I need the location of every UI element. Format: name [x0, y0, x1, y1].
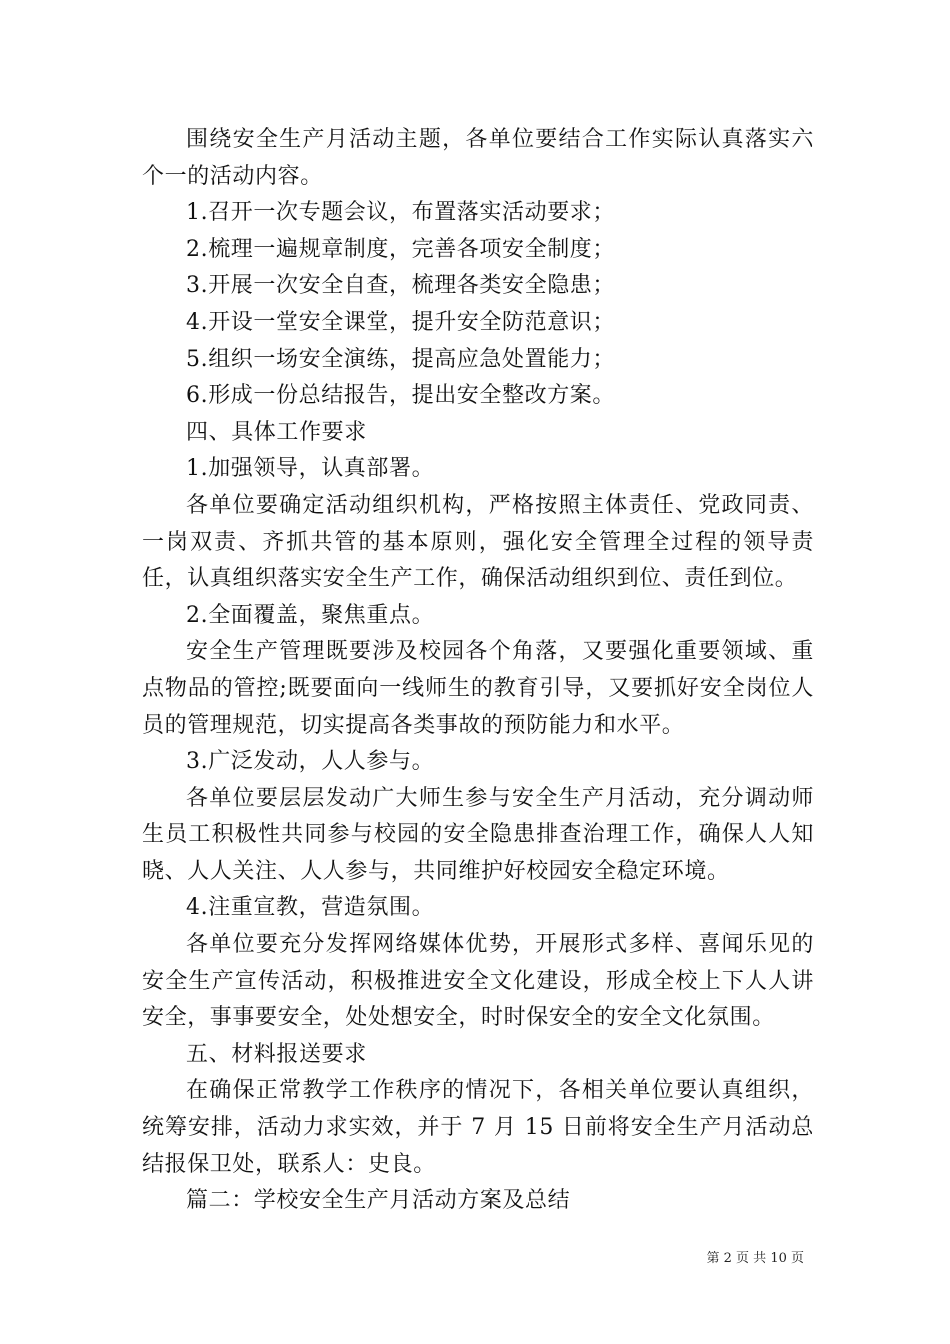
document-body: [142, 122, 814, 1220]
section-heading-4: 四、具体工作要求: [186, 419, 367, 445]
subheading-2: 2.全面覆盖，聚焦重点。: [186, 602, 435, 628]
subheading-4: 4.注重宣教，营造氛围。: [186, 895, 435, 921]
subheading-3: 3.广泛发动，人人参与。: [186, 749, 435, 775]
paragraph-submission: 在确保正常教学工作秩序的情况下，各相关单位要认真组织，统筹安排，活动力求实效，并于 7 月 15 日前将安全生产月活动总结报保卫处，联系人：史良。: [142, 1078, 814, 1177]
paragraph-participation: 各单位要层层发动广大师生参与安全生产月活动，充分调动师生员工积极性共同参与校园的安全隐患排查治理工作，确保人人知晓、人人关注、人人参与，共同维护好校园安全稳定环境。: [142, 785, 814, 884]
page-number-footer: 第 2 页 共 10 页: [706, 1251, 804, 1266]
list-item-4: 4.开设一堂安全课堂，提升安全防范意识；: [186, 309, 615, 335]
paragraph-leadership: 各单位要确定活动组织机构，严格按照主体责任、党政同责、一岗双责、齐抓共管的基本原则，强化安全管理全过程的领导责任，认真组织落实安全生产工作，确保活动组织到位、责任到位。: [142, 492, 814, 592]
list-item-6: 6.形成一份总结报告，提出安全整改方案。: [186, 383, 615, 409]
subheading-1: 1.加强领导，认真部署。: [186, 456, 435, 482]
section-heading-5: 五、材料报送要求: [186, 1041, 367, 1067]
chapter-title-part-2: 篇二：学校安全生产月活动方案及总结: [186, 1188, 571, 1214]
list-item-3: 3.开展一次安全自查，梳理各类安全隐患；: [186, 273, 615, 299]
list-item-2: 2.梳理一遍规章制度，完善各项安全制度；: [186, 236, 615, 262]
list-item-5: 5.组织一场安全演练，提高应急处置能力；: [186, 346, 615, 372]
paragraph-publicity: 各单位要充分发挥网络媒体优势，开展形式多样、喜闻乐见的安全生产宣传活动，积极推进安全文化建设，形成全校上下人人讲安全，事事要安全，处处想安全，时时保安全的安全文化氛围。: [142, 932, 814, 1031]
paragraph-intro: 围绕安全生产月活动主题，各单位要结合工作实际认真落实六个一的活动内容。: [142, 127, 814, 189]
list-item-1: 1.召开一次专题会议，布置落实活动要求；: [186, 200, 615, 226]
paragraph-coverage: 安全生产管理既要涉及校园各个角落，又要强化重要领域、重点物品的管控;既要面向一线师生的教育引导，又要抓好安全岗位人员的管理规范，切实提高各类事故的预防能力和水平。: [142, 639, 814, 738]
